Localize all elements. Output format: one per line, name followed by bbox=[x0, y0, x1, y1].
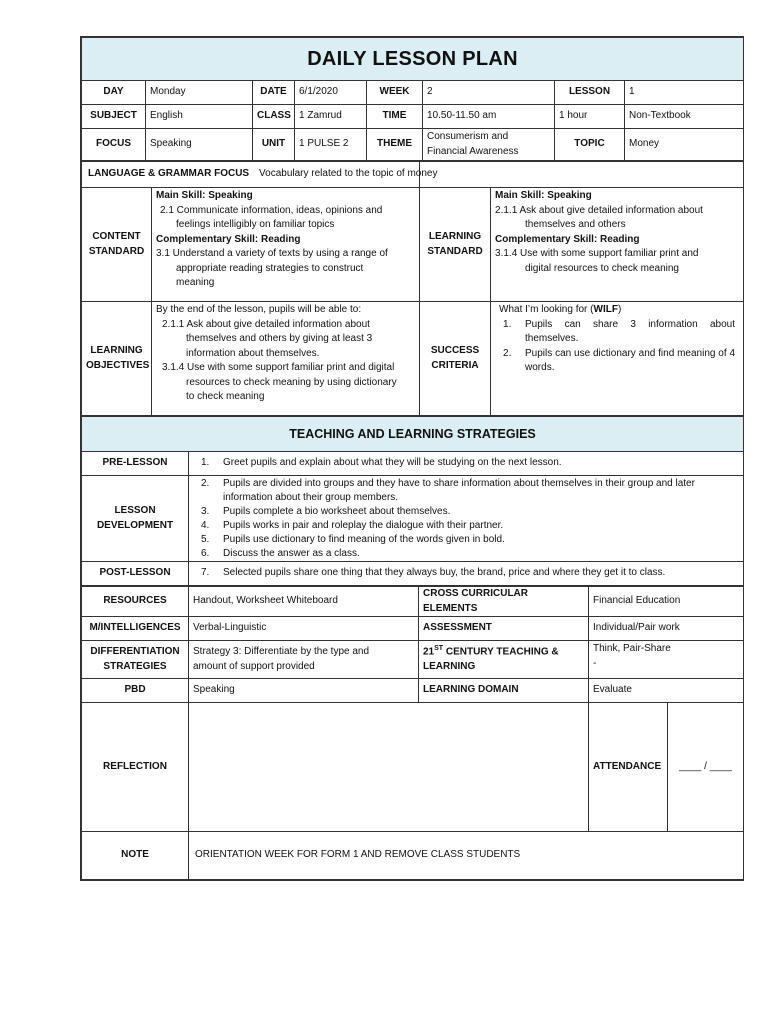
learning-standard-label: LEARNING STANDARD bbox=[420, 188, 491, 302]
content-main-skill: Main Skill: Speaking bbox=[156, 190, 253, 201]
day-label: DAY bbox=[82, 81, 146, 105]
learning-main-skill: Main Skill: Speaking bbox=[495, 190, 592, 201]
topic-value: Money bbox=[625, 129, 744, 161]
learning-objectives-label: LEARNING OBJECTIVES bbox=[82, 302, 152, 416]
class-value: 1 Zamrud bbox=[295, 105, 367, 129]
pbd-label: PBD bbox=[82, 679, 189, 703]
subject-label: SUBJECT bbox=[82, 105, 146, 129]
attendance-label: ATTENDANCE bbox=[589, 703, 668, 832]
duration-value: 1 hour bbox=[555, 105, 625, 129]
subject-value: English bbox=[146, 105, 253, 129]
lesson-plan-sheet bbox=[80, 36, 744, 881]
success-criteria-list bbox=[495, 318, 739, 376]
assessment-label: ASSESSMENT bbox=[419, 617, 589, 641]
learning-domain-value: Evaluate bbox=[589, 679, 744, 703]
learning-comp-skill: Complementary Skill: Reading bbox=[495, 233, 640, 245]
intelligences-value: Verbal-Linguistic bbox=[189, 617, 419, 641]
century-label: 21ST CENTURY TEACHING & LEARNING bbox=[419, 641, 589, 679]
note-label: NOTE bbox=[82, 832, 189, 880]
list-item: 3. Pupils complete a bio worksheet about themselves. bbox=[201, 505, 451, 517]
note-value: ORIENTATION WEEK FOR FORM 1 AND REMOVE CLASS STUDENTS bbox=[189, 832, 744, 880]
page-title: DAILY LESSON PLAN bbox=[82, 38, 744, 81]
language-focus-value: Vocabulary related to the topic of money bbox=[255, 162, 579, 188]
pre-lesson-label: PRE-LESSON bbox=[82, 452, 189, 476]
time-value: 10.50-11.50 am bbox=[423, 105, 555, 129]
theme-line-1: Consumerism and bbox=[427, 131, 509, 142]
list-item: 2. Pupils can use dictionary and find meaning of 4 words. bbox=[503, 347, 736, 373]
content-standard-value: Main Skill: Speaking 2.1 Communicate information, ideas, opinions and feelings intelligibly on familiar topics Complementary Skill: Reading 3.1 Understand a variety of texts by using a range of appropriate reading strategies to construct meaning bbox=[152, 188, 420, 302]
success-criteria-value bbox=[491, 302, 744, 416]
lesson-value: 1 bbox=[625, 81, 744, 105]
date-value: 6/1/2020 bbox=[295, 81, 367, 105]
cross-curricular-value: Financial Education bbox=[589, 587, 744, 617]
day-value: Monday bbox=[146, 81, 253, 105]
intelligences-label: M/INTELLIGENCES bbox=[82, 617, 189, 641]
century-value: Think, Pair-Share - bbox=[589, 641, 744, 679]
focus-value: Speaking bbox=[146, 129, 253, 161]
attendance-value[interactable]: ____ / ____ bbox=[668, 703, 744, 832]
lesson-development-value bbox=[189, 476, 744, 562]
lesson-label: LESSON bbox=[555, 81, 625, 105]
theme-line-2: Financial Awareness bbox=[427, 145, 519, 157]
reflection-value[interactable] bbox=[189, 703, 589, 832]
pre-lesson-value bbox=[189, 452, 744, 476]
details-table bbox=[81, 586, 744, 880]
learning-objectives-value: By the end of the lesson, pupils will be able to: 2.1.1 Ask about give detailed information about themselves and others by giving at least 3 information about themselves. 3.1.4 Use with some support familiar print and digital resources to check meaning by using dictionary to check meaning bbox=[152, 302, 420, 416]
list-item: 6. Discuss the answer as a class. bbox=[201, 547, 360, 559]
unit-label: UNIT bbox=[253, 129, 295, 161]
list-item: 4. Pupils works in pair and roleplay the dialogue with their partner. bbox=[201, 519, 504, 531]
assessment-value: Individual/Pair work bbox=[589, 617, 744, 641]
differentiation-label: DIFFERENTIATION STRATEGIES bbox=[82, 641, 189, 679]
class-label: CLASS bbox=[253, 105, 295, 129]
content-comp-skill: Complementary Skill: Reading bbox=[156, 233, 301, 245]
time-label: TIME bbox=[367, 105, 423, 129]
learning-standard-value: Main Skill: Speaking 2.1.1 Ask about give detailed information about themselves and others Complementary Skill: Reading 3.1.4 Use with some support familiar print and digital resources to check meaning bbox=[491, 188, 744, 302]
success-criteria-label: SUCCESS CRITERIA bbox=[420, 302, 491, 416]
week-label: WEEK bbox=[367, 81, 423, 105]
differentiation-value: Strategy 3: Differentiate by the type and amount of support provided bbox=[189, 641, 419, 679]
list-item: 1. Greet pupils and explain about what they will be studying on the next lesson. bbox=[201, 457, 562, 469]
reflection-label: REFLECTION bbox=[82, 703, 189, 832]
list-item: 5. Pupils use dictionary to find meaning of the words given in bold. bbox=[201, 533, 505, 545]
theme-value bbox=[423, 129, 555, 161]
focus-label: FOCUS bbox=[82, 129, 146, 161]
resources-value: Handout, Worksheet Whiteboard bbox=[189, 587, 419, 617]
cross-curricular-label: CROSS CURRICULAR ELEMENTS bbox=[419, 587, 589, 617]
pbd-value: Speaking bbox=[189, 679, 419, 703]
list-item: 7. Selected pupils share one thing that they always buy, the brand, price and where they get it to class. bbox=[201, 567, 666, 579]
strategies-title: TEACHING AND LEARNING STRATEGIES bbox=[82, 417, 744, 452]
week-value: 2 bbox=[423, 81, 555, 105]
learning-domain-label: LEARNING DOMAIN bbox=[419, 679, 589, 703]
post-lesson-label: POST-LESSON bbox=[82, 562, 189, 586]
content-standard-label: CONTENT STANDARD bbox=[82, 188, 152, 302]
topic-label: TOPIC bbox=[555, 129, 625, 161]
post-lesson-value bbox=[189, 562, 744, 586]
language-focus-label: LANGUAGE & GRAMMAR FOCUS bbox=[82, 162, 420, 188]
list-item: 2. Pupils are divided into groups and they have to share information about themselves in their group and later information about their group members. bbox=[201, 477, 695, 503]
unit-value: 1 PULSE 2 bbox=[295, 129, 367, 161]
theme-label: THEME bbox=[367, 129, 423, 161]
wilf-heading: What I’m looking for (WILF) bbox=[499, 304, 622, 315]
standards-table bbox=[81, 161, 744, 416]
resources-label: RESOURCES bbox=[82, 587, 189, 617]
date-label: DATE bbox=[253, 81, 295, 105]
lesson-development-label: LESSON DEVELOPMENT bbox=[82, 476, 189, 562]
list-item: 1. Pupils can share 3 information about themselves. bbox=[503, 318, 736, 344]
textbook-value: Non-Textbook bbox=[625, 105, 744, 129]
strategies-table bbox=[81, 416, 744, 586]
lesson-info-table bbox=[81, 37, 744, 161]
